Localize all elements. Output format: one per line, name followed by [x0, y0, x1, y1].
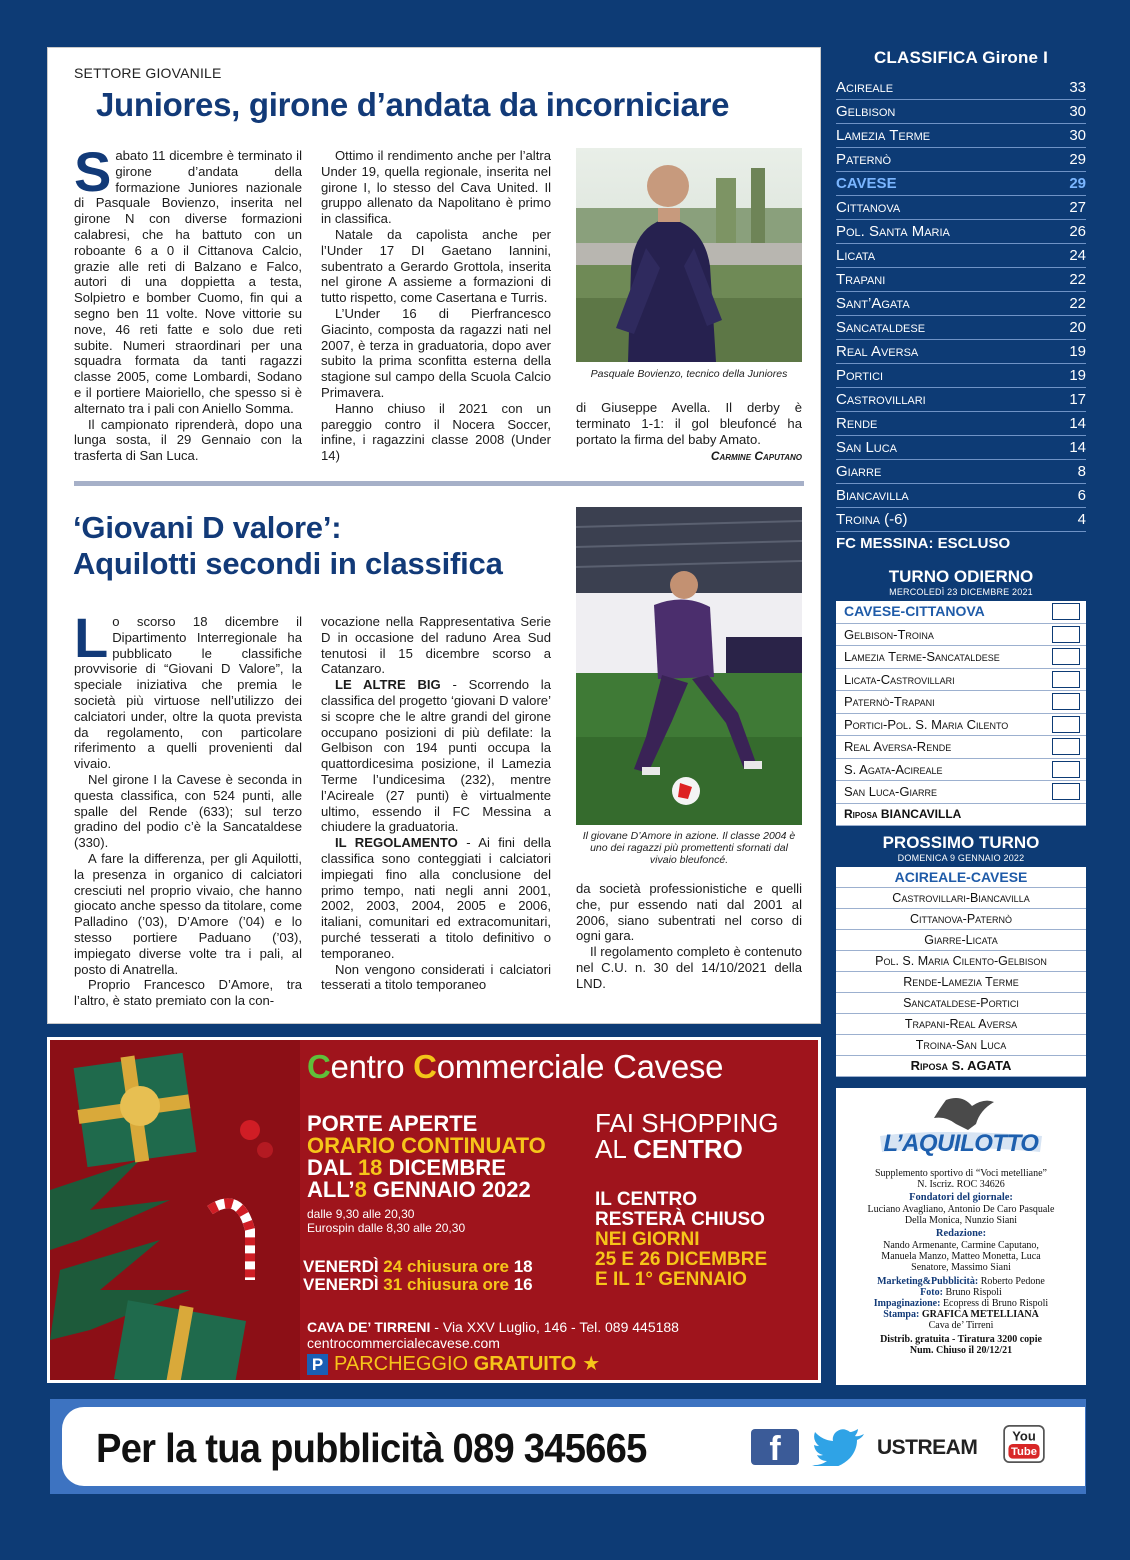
fixture-row: ACIREALE-CAVESE	[836, 867, 1086, 888]
standings-row	[836, 508, 1086, 532]
article1-column-1	[74, 140, 302, 464]
advert-text: 31	[383, 1275, 403, 1294]
banner-text: Per la tua pubblicità 089 345665	[96, 1425, 647, 1471]
standings-excluded	[836, 532, 1086, 556]
today-date: MERCOLEDÌ 23 DICEMBRE 2021	[889, 587, 1033, 597]
author-signature	[576, 449, 802, 465]
score-box	[1052, 626, 1080, 643]
advert-text: - Via XXV Luglio, 146 - Tel. 089 445188	[430, 1319, 679, 1335]
advert-line: Eurospin dalle 8,30 alle 20,30	[307, 1221, 466, 1235]
article1-paragraph: abato 11 dicembre è terminato il girone d’andata della formazione Juniores nazionale di Pasquale Bovienzo, inserita nel girone N con diverse formazioni calabresi, che ha battuto con un roboante 6 a 0 il Cittanova Calcio, grazie alle reti di Balzano e Falco, autori di una doppietta a testa, Solpietro e bomber Cuomo, fin qui a segno ben 11 volte. Nove vittorie su nove, 46 reti fatte e solo due reti subite. Numeri straordinari per una squadra formata da tanti ragazzi classe 2005, come Lombardi, Sodano e il portiere Maioriello, che spesso si è alternato tra i pali con Aniello Somma.	[74, 148, 302, 416]
coach-photo-illustration	[576, 148, 802, 362]
advert-text: DAL	[307, 1155, 358, 1180]
fixture-row	[836, 714, 1086, 737]
next-fixtures	[836, 833, 1086, 1077]
standings-row	[836, 172, 1086, 196]
fixture-row	[836, 736, 1086, 759]
score-box	[1052, 761, 1080, 778]
advert-website-link[interactable]: centrocommercialecavese.com	[307, 1335, 500, 1351]
team-name: Giarre	[836, 463, 882, 480]
next-match-list	[836, 867, 1086, 1056]
articles-panel	[47, 47, 821, 1024]
score-box	[1052, 671, 1080, 688]
marketing-label: Marketing&Pubblicità:	[877, 1276, 979, 1287]
standings-row	[836, 412, 1086, 436]
standings-row	[836, 364, 1086, 388]
youtube-you: You	[1012, 1428, 1036, 1444]
team-name: Cittanova	[836, 199, 901, 216]
article2-paragraph	[321, 835, 551, 961]
section-divider	[74, 481, 804, 486]
team-points: 26	[1069, 223, 1086, 240]
team-points: 19	[1069, 343, 1086, 360]
distribution-line: Distrib. gratuita - Tiratura 3200 copie	[880, 1334, 1042, 1345]
layout-label: Impaginazione:	[873, 1298, 941, 1309]
team-points: 29	[1069, 151, 1086, 168]
founders-label: Fondatori del giornale:	[909, 1192, 1013, 1203]
fixture-row	[836, 781, 1086, 804]
fixture-row	[836, 646, 1086, 669]
standings-rows	[836, 76, 1086, 532]
advert-text: CENTRO	[633, 1134, 743, 1164]
today-match-list	[836, 601, 1086, 804]
player-photo-illustration	[576, 507, 802, 825]
article1-dropcap: S	[74, 140, 112, 203]
advert-opening-block	[307, 1113, 546, 1201]
team-name: Castrovillari	[836, 391, 926, 408]
advertising-banner[interactable]	[50, 1399, 1086, 1494]
brand-letter: C	[413, 1048, 437, 1085]
rest-label: Riposa	[844, 806, 878, 821]
team-name: Rende	[836, 415, 878, 432]
standings-row	[836, 316, 1086, 340]
next-date: DOMENICA 9 GENNAIO 2022	[897, 853, 1025, 863]
fixture-row	[836, 759, 1086, 782]
editorial-label: Redazione:	[935, 1228, 987, 1239]
team-name: Paternò	[836, 151, 892, 168]
team-points: 33	[1069, 79, 1086, 96]
coach-photo-caption: Pasquale Bovienzo, tecnico della Juniores	[590, 368, 788, 380]
rest-label: Riposa	[910, 1058, 949, 1073]
article2-headline	[73, 510, 503, 582]
fixture-teams: Real Aversa-Rende	[844, 739, 952, 754]
article1-column-2	[321, 148, 551, 464]
twitter-icon[interactable]	[812, 1428, 867, 1466]
shopping-centre-advert[interactable]	[47, 1037, 821, 1383]
brand-text: ommerciale Cavese	[436, 1048, 724, 1085]
founders-names: Luciano Avagliano, Antonio De Caro Pasquale Della Monica, Nunzio Siani	[867, 1204, 1055, 1226]
advert-line: E IL 1° GENNAIO	[595, 1269, 747, 1290]
coach-photo	[576, 148, 802, 362]
standings-row	[836, 484, 1086, 508]
today-fixtures	[836, 567, 1086, 826]
article2-paragraph: Non vengono considerati i calciatori tesserati a titolo temporaneo	[321, 961, 551, 993]
article2-paragraph: Proprio Francesco D’Amore, tra l’altro, è stato premiato con la con-	[74, 977, 302, 1009]
player-photo-caption: Il giovane D’Amore in azione. Il classe 2004 è uno dei ragazzi più promettenti sfornati dal vivaio bleufoncé.	[582, 830, 796, 866]
advert-shopping-block	[595, 1110, 779, 1162]
standings-table	[836, 48, 1086, 556]
advert-address	[307, 1319, 679, 1351]
fixture-row: Sancataldese-Portici	[836, 993, 1086, 1014]
advert-text: 24	[383, 1257, 403, 1276]
advert-text: GENNAIO 2022	[366, 1177, 531, 1202]
team-points: 30	[1069, 103, 1086, 120]
article2-dropcap: L	[74, 606, 109, 669]
score-box	[1052, 603, 1080, 620]
advert-line: NEI GIORNI	[595, 1229, 700, 1250]
fixture-teams: S. Agata-Acireale	[844, 761, 943, 777]
advert-text: PARCHEGGIO	[334, 1353, 474, 1375]
brand-text: entro	[330, 1048, 414, 1085]
team-name: Lamezia Terme	[836, 127, 931, 144]
article2-paragraph: Il regolamento completo è contenuto nel C.U. n. 30 del 14/10/2021 della LND.	[576, 944, 802, 991]
team-name: Trapani	[836, 271, 886, 288]
article2-paragraph: o scorso 18 dicembre il Dipartimento Interregionale ha pubblicato le classifiche provvisorie di “Giovani D Valore”, la speciale iniziativa che premia le società più virtuose nell’utilizzo dei calciatori under, oltre la quota prevista da regolamento, con particolare riferimento a quelli provenienti dal vivaio.	[74, 614, 302, 772]
team-name: Troina (-6)	[836, 511, 908, 528]
team-points: 6	[1077, 487, 1086, 504]
rest-team: S. AGATA	[951, 1058, 1012, 1073]
advert-line: FAI SHOPPING	[595, 1108, 779, 1138]
youtube-tube: Tube	[1011, 1446, 1037, 1459]
fixture-row	[836, 669, 1086, 692]
team-name: Acireale	[836, 79, 894, 96]
supplement-line: Supplemento sportivo di “Voci metelliane”	[874, 1168, 1047, 1179]
advert-text: CAVA DE’ TIRRENI	[307, 1319, 431, 1335]
score-box	[1052, 693, 1080, 710]
print-label: Stampa:	[883, 1309, 920, 1320]
photo-name: Bruno Rispoli	[945, 1287, 1002, 1298]
score-box	[1052, 783, 1080, 800]
fixture-row: Pol. S. Maria Cilento-Gelbison	[836, 951, 1086, 972]
standings-row	[836, 460, 1086, 484]
standings-row	[836, 76, 1086, 100]
team-points: 4	[1077, 511, 1086, 528]
today-rest-row	[836, 804, 1086, 827]
team-points: 22	[1069, 271, 1086, 288]
excluded-text: FC MESSINA: ESCLUSO	[836, 535, 1011, 552]
fixture-row	[836, 624, 1086, 647]
article2-text: - Ai fini della classifica sono conteggiati i calciatori impiegati fino alla conclusione del primo tempo, nati negli anni 2001, 2002, 2003, 2004, 2005 e 2006, italiani, comunitari ed extracomunitari, purché tesserati a titolo definitivo o temporaneo.	[321, 835, 551, 961]
team-name: Sant’Agata	[836, 295, 910, 312]
article1-paragraph: Natale da capolista anche per l’Under 17 DI Gaetano Iannini, subentrato a Gerardo Grottola, inserita nel girone A assieme a formazioni di tutto rispetto, come Casertana e Turris.	[321, 226, 551, 306]
star-icon: ★	[582, 1353, 601, 1375]
print-name: GRAFICA METELLIANA	[921, 1309, 1039, 1320]
fixture-row: Rende-Lamezia Terme	[836, 972, 1086, 993]
article1-headline: Juniores, girone d’andata da incorniciare	[96, 86, 730, 123]
article2-paragraph: Nel girone I la Cavese è seconda in questa classifica, con 524 punti, alle spalle del Rende (633); sul terzo gradino del podio c’è la Sancataldese (330).	[74, 771, 302, 851]
advert-line: RESTERÀ CHIUSO	[595, 1209, 765, 1230]
fixture-row: Castrovillari-Biancavilla	[836, 888, 1086, 909]
fixture-row: Giarre-Licata	[836, 930, 1086, 951]
player-photo	[576, 507, 802, 825]
article1-paragraph: Hanno chiuso il 2021 con un pareggio contro il Nocera Soccer, infine, i ragazzini classe 2008 (Under 14)	[321, 400, 551, 464]
article2-paragraph	[321, 677, 551, 835]
roc-line: N. Iscriz. ROC 34626	[917, 1179, 1005, 1190]
subhead-label: IL REGOLAMENTO	[335, 835, 458, 851]
team-name: Biancavilla	[836, 487, 909, 504]
score-box	[1052, 716, 1080, 733]
standings-row	[836, 292, 1086, 316]
fixture-teams: Portici-Pol. S. Maria Cilento	[844, 716, 1009, 732]
team-name: Real Aversa	[836, 343, 919, 360]
facebook-letter: f	[769, 1430, 781, 1466]
score-box	[1052, 648, 1080, 665]
section-kicker: SETTORE GIOVANILE	[74, 65, 222, 81]
advert-text: 16	[513, 1275, 533, 1294]
fixture-teams: Licata-Castrovillari	[844, 671, 955, 687]
fixture-teams: CAVESE-CITTANOVA	[844, 603, 985, 619]
team-points: 8	[1077, 463, 1086, 480]
facebook-icon[interactable]	[750, 1428, 800, 1466]
article1-paragraph: Ottimo il rendimento anche per l’altra Under 19, quella regionale, inserita nel girone I, lo stesso del Cava United. Il gruppo allenato da Napolitano è primo in classifica.	[321, 148, 551, 227]
article1-column-3	[576, 400, 802, 465]
article1-paragraph: Il campionato riprenderà, dopo una lunga sosta, il 29 Gennaio con la trasferta di San Luca.	[74, 416, 302, 464]
standings-row	[836, 100, 1086, 124]
advert-line: PORTE APERTE	[307, 1111, 478, 1136]
team-name: Sancataldese	[836, 319, 926, 336]
team-name: Portici	[836, 367, 884, 384]
fixture-row: Trapani-Real Aversa	[836, 1014, 1086, 1035]
standings-row	[836, 340, 1086, 364]
standings-row	[836, 196, 1086, 220]
photo-label: Foto:	[920, 1287, 943, 1298]
fixture-teams: Gelbison-Troina	[844, 626, 934, 642]
team-points: 27	[1069, 199, 1086, 216]
team-name: Pol. Santa Maria	[836, 223, 950, 240]
team-points: 24	[1069, 247, 1086, 264]
advert-text: DICEMBRE	[382, 1155, 506, 1180]
fixture-row	[836, 601, 1086, 624]
advert-text: GRATUITO	[473, 1353, 577, 1375]
team-points: 30	[1069, 127, 1086, 144]
standings-row	[836, 436, 1086, 460]
advert-text: chiusura ore	[402, 1257, 514, 1276]
article2-paragraph: A fare la differenza, per gli Aquilotti, la presenza in organico di calciatori cresciuti nel proprio vivaio, che hanno giocato anche spesso da titolare, come Palladino (’03), D’Amore (’04) e lo stesso portiere Paduano (’03), impiegato diverse volte tra i pali, al posto di Anatrella.	[74, 850, 302, 977]
team-name: Gelbison	[836, 103, 896, 120]
advert-text: AL	[595, 1134, 634, 1164]
advert-brand	[307, 1048, 723, 1086]
subhead-label: LE ALTRE BIG	[335, 677, 441, 693]
standings-title: CLASSIFICA Girone I	[873, 48, 1049, 67]
masthead-box	[836, 1088, 1086, 1385]
rest-team: BIANCAVILLA	[880, 806, 962, 821]
editorial-names: Nando Armenante, Carmine Caputano, Manuela Manzo, Matteo Monetta, Luca Senatore, Massimo Siani	[881, 1240, 1041, 1273]
advert-text: VENERDÌ	[303, 1257, 384, 1276]
article2-text: - Scorrendo la classifica del progetto ‘giovani D valore’ si scopre che le altre grandi del girone occupano posizioni di più defilate: la Gelbison con 194 punti occupa la quattordicesima posizione, il Lamezia Terme l’undicesima (232), mentre l’Acireale (27 punti) è virtualmente ultimo, essendo il FC Messina a chiudere la graduatoria.	[321, 677, 551, 835]
advert-text: VENERDÌ	[303, 1275, 384, 1294]
advert-text: 8	[354, 1177, 367, 1202]
advert-line: dalle 9,30 alle 20,30	[307, 1207, 415, 1221]
advert-text: 18	[357, 1155, 383, 1180]
team-points: 14	[1069, 439, 1086, 456]
advert-text: chiusura ore	[402, 1275, 514, 1294]
next-rest-row	[836, 1056, 1086, 1077]
brand-letter: C	[307, 1048, 331, 1085]
advert-line: 25 E 26 DICEMBRE	[595, 1249, 768, 1270]
fixture-teams: Paternò-Trapani	[844, 694, 935, 709]
fixture-row	[836, 691, 1086, 714]
fixture-row: Cittanova-Paternò	[836, 909, 1086, 930]
article2-column-3	[576, 881, 802, 992]
print-city: Cava de’ Tirreni	[928, 1320, 994, 1331]
closing-date: Num. Chiuso il 20/12/21	[909, 1345, 1013, 1356]
team-points: 14	[1069, 415, 1086, 432]
advert-friday-hours	[303, 1258, 533, 1294]
team-points: 20	[1069, 319, 1086, 336]
advert-closed-block	[595, 1190, 767, 1290]
fixture-teams: San Luca-Giarre	[844, 784, 937, 799]
article2-column-1	[74, 606, 302, 1009]
advert-text: 18	[513, 1257, 533, 1276]
article2-column-2	[321, 614, 551, 993]
team-points: 22	[1069, 295, 1086, 312]
article1-paragraph: L’Under 16 di Pierfrancesco Giacinto, composta da ragazzi nati nel 2007, è terza in graduatoria, dopo aver subito la prima sconfitta esterna della stagione sul campo della Scuola Calcio Primavera.	[321, 305, 551, 400]
christmas-decoration-icon	[50, 1040, 300, 1380]
today-title: TURNO ODIERNO	[888, 567, 1034, 586]
parking-icon: P	[307, 1354, 328, 1375]
standings-row	[836, 244, 1086, 268]
fixture-teams: Lamezia Terme-Sancataldese	[844, 649, 1000, 664]
standings-row	[836, 220, 1086, 244]
aquilotto-logo	[876, 1096, 1046, 1158]
standings-row	[836, 268, 1086, 292]
team-points: 29	[1069, 175, 1086, 192]
standings-row	[836, 124, 1086, 148]
advert-hours	[307, 1207, 465, 1235]
layout-name: Ecopress di Bruno Rispoli	[942, 1298, 1049, 1309]
article2-headline-line: Aquilotti secondi in classifica	[73, 546, 503, 581]
article2-headline-line: ‘Giovani D valore’:	[73, 510, 342, 545]
youtube-icon[interactable]	[1000, 1425, 1048, 1463]
logo-text: L’AQUILOTTO	[883, 1130, 1039, 1157]
standings-row	[836, 388, 1086, 412]
team-name: CAVESE	[836, 175, 897, 192]
advert-text: ALL’	[307, 1177, 355, 1202]
advert-parking	[307, 1353, 600, 1375]
team-points: 19	[1069, 367, 1086, 384]
author-name: Carmine Caputano	[710, 449, 802, 464]
marketing-name: Roberto Pedone	[980, 1276, 1045, 1287]
ustream-link[interactable]: USTREAM	[877, 1436, 978, 1459]
article2-paragraph: da società professionistiche e quelli che, pur essendo nati dal 2001 al 2006, siano subentrati nel corso di ogni gara.	[576, 881, 802, 944]
score-box	[1052, 738, 1080, 755]
advert-line: IL CENTRO	[595, 1189, 698, 1210]
article1-paragraph: di Giuseppe Avella. Il derby è terminato 1-1: il gol bleufoncé ha portato la firma del baby Amato.	[576, 400, 802, 447]
team-name: Licata	[836, 247, 876, 264]
team-points: 17	[1069, 391, 1086, 408]
team-name: San Luca	[836, 439, 898, 456]
next-title: PROSSIMO TURNO	[882, 833, 1040, 852]
standings-row	[836, 148, 1086, 172]
article2-paragraph: vocazione nella Rappresentativa Serie D in occasione del raduno Area Sud tenutosi il 15 dicembre scorso a Catanzaro.	[321, 614, 551, 677]
fixture-row: Troina-San Luca	[836, 1035, 1086, 1056]
advert-line: ORARIO CONTINUATO	[307, 1133, 546, 1158]
